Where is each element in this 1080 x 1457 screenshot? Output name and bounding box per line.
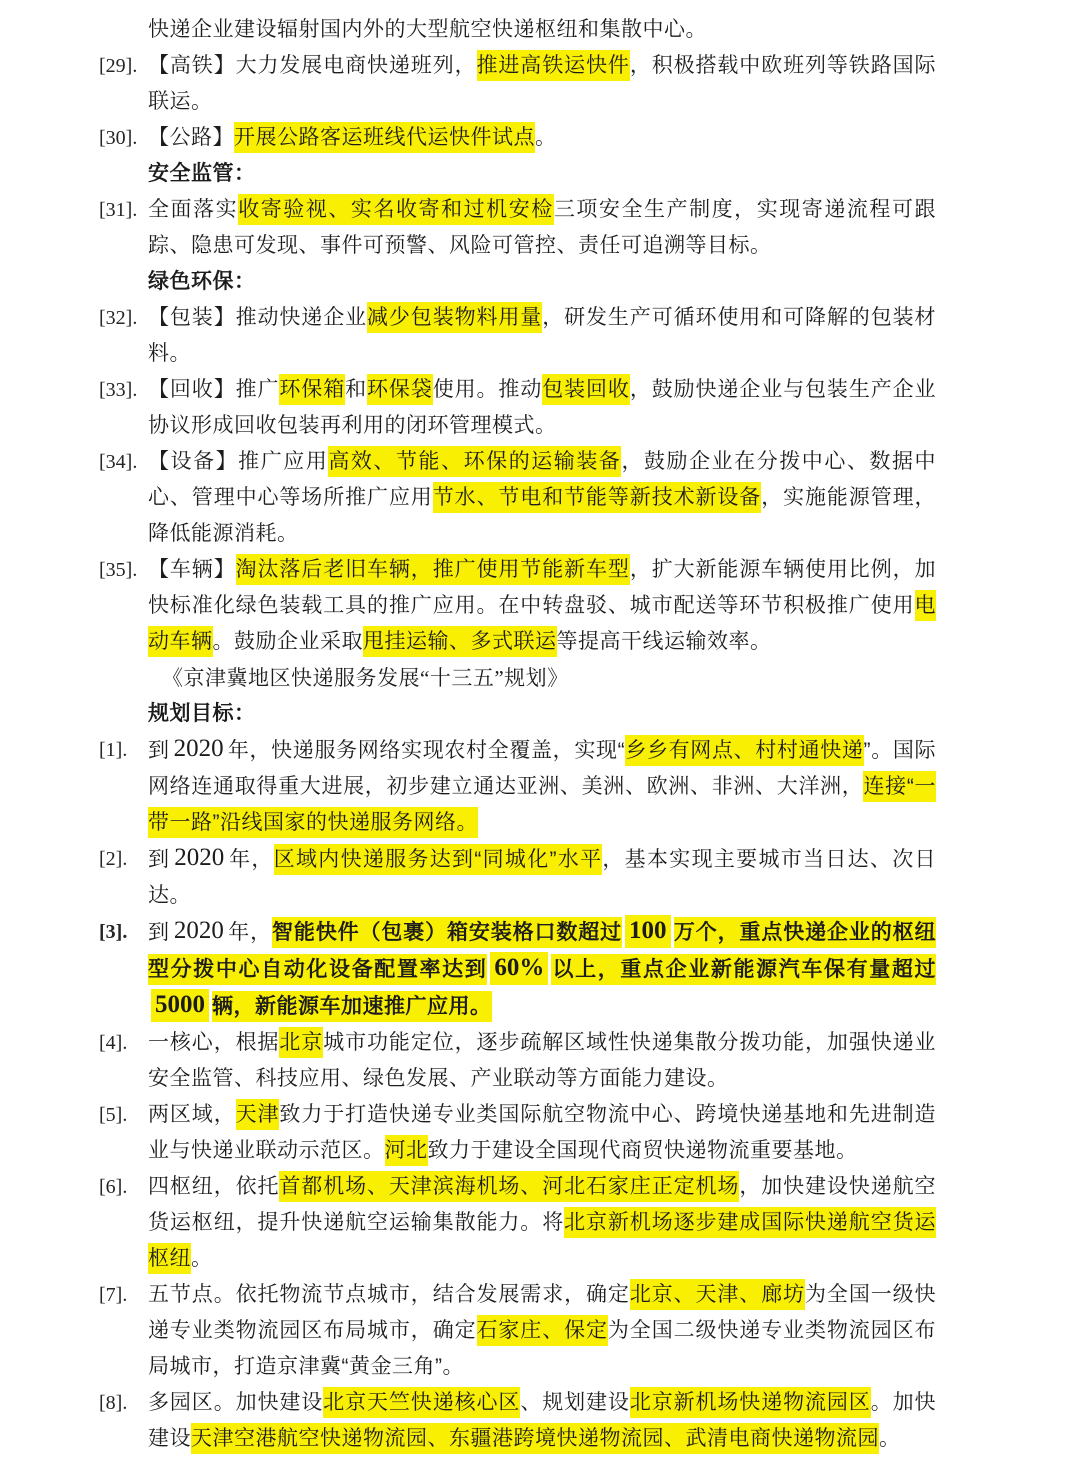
text-segment: 。 (191, 1247, 213, 1270)
text-segment: 。 (879, 1427, 901, 1450)
highlighted-text: 开展公路客运班线代运快件试点 (234, 122, 535, 153)
list-item (99, 914, 936, 1025)
item-number: [33]. (99, 379, 138, 401)
text-segment: 年， (227, 921, 272, 944)
item-number: [29]. (99, 55, 138, 77)
highlighted-text: 北京、天津、廊坊 (630, 1279, 805, 1310)
text-segment: 城市功能定位，逐步疏解区域性快递集散分拨功能，加强快递业安全监管、科技应用、绿色发展、产业联动等方面能力建设。 (148, 1031, 937, 1090)
text-segment: 【公路】 (148, 126, 234, 149)
highlighted-text: 河北 (385, 1135, 428, 1166)
item-number: [5]. (99, 1104, 128, 1126)
text-segment: 两区域， (148, 1103, 236, 1126)
text-segment: 为全国二级快递专业类物流园区布局城市，打造京津冀“黄金三角”。 (148, 1319, 937, 1378)
continuation-paragraph (148, 12, 936, 48)
item-number: [30]. (99, 127, 138, 149)
list-item (99, 372, 937, 444)
text-segment: 四枢纽，依托 (148, 1175, 280, 1198)
list-item (99, 120, 936, 156)
list-item (99, 444, 937, 552)
highlighted-text: 辆，新能源车加速推广应用。 (212, 991, 492, 1022)
list-item (99, 552, 937, 660)
item-number: [32]. (99, 307, 138, 329)
text-segment: 。 (535, 126, 557, 149)
highlighted-text: 甩挂运输、多式联运 (363, 626, 557, 657)
text-segment: 、规划建设 (520, 1391, 630, 1414)
text-segment: 为全国一级快递专业类物流园区布局城市，确定 (148, 1283, 937, 1342)
text-segment: 【设备】推广应用 (148, 450, 329, 473)
text-segment: 致力于打造快递专业类国际航空物流中心、跨境快递基地和先进制造业与快递业联动示范区。 (148, 1103, 937, 1162)
section-heading (148, 264, 936, 300)
list-item (99, 300, 937, 372)
highlighted-text: 北京天竺快递核心区 (323, 1387, 520, 1418)
highlighted-text: 以上，重点企业新能源汽车保有量超过 (551, 954, 936, 985)
item-number: [8]. (99, 1392, 128, 1414)
item-number: [31]. (99, 199, 138, 221)
item-number: [4]. (99, 1032, 128, 1054)
text-segment: 【包装】推动快递企业 (148, 306, 367, 329)
text-segment: 。鼓励企业采取 (212, 630, 363, 653)
highlighted-text: 5000 (151, 989, 209, 1022)
highlighted-text: 天津空港航空快递物流园、东疆港跨境快递物流园、武清电商快递物流园 (191, 1423, 879, 1454)
highlighted-text: 收寄验视、实名收寄和过机安检 (238, 194, 554, 225)
list-item (99, 192, 937, 264)
highlighted-text: 60% (490, 952, 548, 985)
list-item (99, 1385, 937, 1457)
highlighted-text: 北京 (279, 1027, 323, 1058)
list-item (99, 841, 937, 914)
text-segment: ，鼓励企业在分拨中心、数据中心、管理中心等场所推广应用 (148, 450, 937, 509)
text-segment: 等提高干线运输效率。 (556, 630, 772, 653)
text-segment: 【车辆】 (148, 558, 236, 581)
text-segment: 三项安全生产制度，实现寄递流程可跟踪、隐患可发现、事件可预警、风险可管控、责任可追溯等目标。 (148, 198, 937, 257)
highlighted-text: 天津 (236, 1099, 280, 1130)
highlighted-text: 连接“一带一路”沿线国家的快递服务网络。 (148, 771, 936, 838)
text-segment: ，实施能源管理，降低能源消耗。 (148, 486, 937, 545)
highlighted-text: 首都机场、天津滨海机场、河北石家庄正定机场 (279, 1171, 739, 1202)
highlighted-text: 区域内快递服务达到“同城化”水平 (274, 844, 603, 875)
section-heading (148, 156, 936, 192)
highlighted-text: 淘汰落后老旧车辆，推广使用节能新车型 (236, 554, 630, 585)
item-number: [7]. (99, 1284, 128, 1306)
text-segment: 年，快递服务网络实现农村全覆盖，实现“ (227, 739, 626, 762)
highlighted-text: 节水、节电和节能等新技术新设备 (433, 482, 762, 513)
text-segment: ，基本实现主要城市当日达、次日达。 (148, 848, 937, 907)
highlighted-text: 万个，重点快递企业的枢纽型分拨中心自动化设备配置率达到 (148, 917, 936, 985)
text-segment: 到 (148, 848, 171, 871)
text-segment: 2020 (173, 735, 224, 762)
highlighted-text: 石家庄、保定 (477, 1315, 608, 1346)
text-segment: 安全监管： (148, 162, 256, 185)
text-segment: ，加快建设快递航空货运枢纽，提升快递航空运输集散能力。将 (148, 1175, 937, 1234)
highlighted-text: 乡乡有网点、村村通快递 (625, 735, 863, 766)
text-segment: 到 (148, 739, 170, 762)
item-number: [1]. (99, 739, 128, 761)
text-segment: 2020 (173, 917, 224, 944)
text-segment: 一核心，根据 (148, 1031, 280, 1054)
highlighted-text: 100 (625, 915, 671, 948)
highlighted-text: 电动车辆 (148, 590, 936, 657)
list-item (99, 1277, 937, 1385)
text-segment: 快递企业建设辐射国内外的大型航空快递枢纽和集散中心。 (148, 18, 707, 41)
list-item (99, 1025, 937, 1097)
highlighted-text: 北京新机场快递物流园区 (630, 1387, 871, 1418)
list-item (99, 1169, 937, 1277)
text-segment: 到 (148, 921, 170, 944)
text-segment: 年， (228, 848, 274, 871)
text-segment: 【回收】推广 (148, 378, 280, 401)
text-segment: ，扩大新能源车辆使用比例，加快标准化绿色装载工具的推广应用。在中转盘驳、城市配送等环节积极推广使用 (148, 558, 937, 617)
text-segment: ，鼓励快递企业与包装生产企业协议形成回收包装再利用的闭环管理模式。 (148, 378, 937, 437)
text-segment: 。加快建设 (148, 1391, 937, 1450)
text-segment: 《京津冀地区快递服务发展“十三五”规划》 (162, 666, 569, 690)
document-title (148, 660, 936, 696)
highlighted-text: 高效、节能、环保的运输装备 (328, 446, 621, 477)
text-segment: 全面落实 (148, 198, 239, 221)
text-segment: ，研发生产可循环使用和可降解的包装材料。 (148, 306, 937, 365)
highlighted-text: 环保箱 (279, 374, 345, 405)
text-segment: 五节点。依托物流节点城市，结合发展需求，确定 (148, 1283, 630, 1306)
highlighted-text: 包装回收 (542, 374, 630, 405)
item-number: [6]. (99, 1176, 128, 1198)
text-segment: ”。国际网络连通取得重大进展，初步建立通达亚洲、美洲、欧洲、非洲、大洋洲， (148, 739, 937, 798)
item-number: [34]. (99, 451, 138, 473)
text-segment: 使用。推动 (432, 378, 543, 401)
text-segment: 规划目标： (148, 702, 256, 725)
text-segment: 【高铁】大力发展电商快递班列， (148, 54, 477, 77)
item-number: [2]. (99, 848, 128, 870)
text-segment: 和 (345, 378, 368, 401)
highlighted-text: 智能快件（包裹）箱安装格口数超过 (272, 917, 622, 948)
highlighted-text: 减少包装物料用量 (367, 302, 542, 333)
text-segment: 致力于建设全国现代商贸快递物流重要基地。 (427, 1139, 858, 1162)
item-number: [35]. (99, 559, 138, 581)
text-segment: 2020 (174, 844, 225, 871)
list-item (99, 48, 937, 120)
list-item (99, 1097, 937, 1169)
text-segment: 多园区。加快建设 (148, 1391, 324, 1414)
text-segment: ，积极搭载中欧班列等铁路国际联运。 (148, 54, 937, 113)
item-number: [3]. (99, 921, 128, 943)
text-segment: 绿色环保： (148, 270, 256, 293)
list-item (99, 732, 937, 841)
highlighted-text: 北京新机场逐步建成国际快递航空货运枢纽 (148, 1207, 936, 1274)
section-heading (148, 696, 936, 732)
highlighted-text: 推进高铁运快件 (477, 50, 630, 81)
highlighted-text: 环保袋 (367, 374, 433, 405)
